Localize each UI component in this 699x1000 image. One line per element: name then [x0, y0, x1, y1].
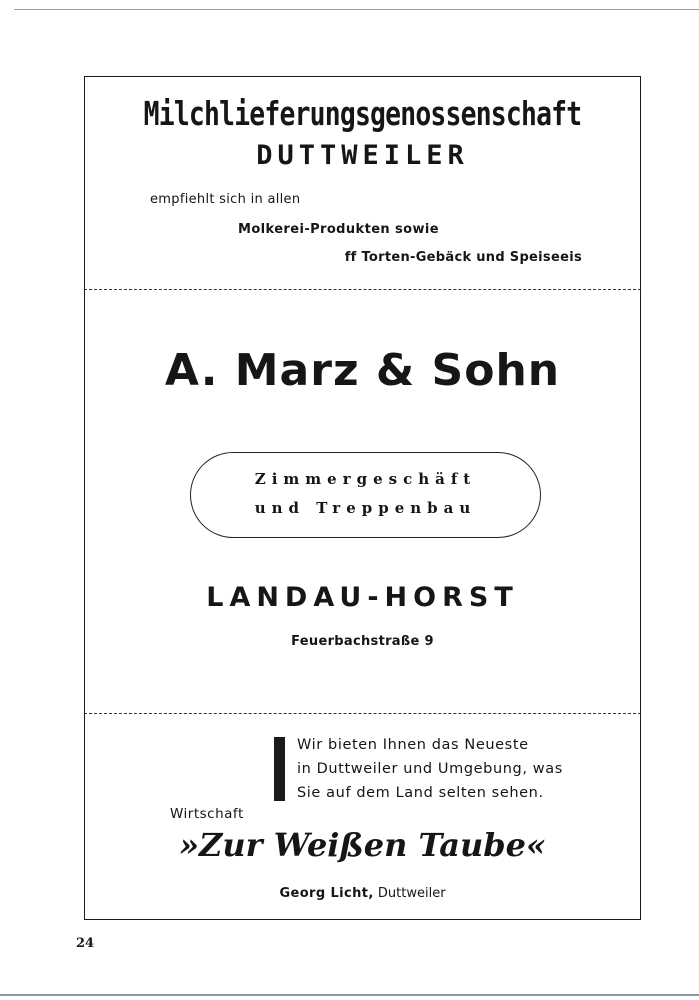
trade-line-1: Zimmergeschäft [254, 470, 477, 488]
carpentry-city: LANDAU-HORST [206, 582, 519, 613]
inn-text-line-2: in Duttweiler und Umgebung, was [297, 761, 563, 777]
decorative-black-bar [274, 737, 285, 801]
top-page-rule [14, 9, 699, 10]
trade-line-2: und Treppenbau [254, 499, 477, 517]
inn-owner-name: Georg Licht, [279, 886, 374, 901]
dairy-products-line-2: ff Torten-Gebäck und Speiseeis [344, 250, 582, 265]
trade-rounded-box [190, 452, 541, 538]
inn-text-line-3: Sie auf dem Land selten sehen. [297, 785, 544, 801]
dairy-cooperative-title: Milchlieferungsgenossenschaft [143, 94, 582, 133]
dairy-products-line-1: Molkerei-Produkten sowie [238, 222, 439, 237]
bottom-page-edge [0, 994, 699, 996]
dairy-intro-text: empfiehlt sich in allen [150, 192, 301, 207]
dairy-cooperative-town: DUTTWEILER [256, 140, 469, 171]
inn-text-line-1: Wir bieten Ihnen das Neueste [297, 737, 529, 753]
carpentry-street-address: Feuerbachstraße 9 [291, 634, 434, 649]
page-number: 24 [76, 936, 95, 951]
inn-owner [84, 886, 641, 901]
inn-owner-place: Duttweiler [377, 886, 446, 901]
inn-label: Wirtschaft [170, 806, 244, 822]
carpentry-company-name: A. Marz & Sohn [164, 345, 561, 396]
inn-name: »Zur Weißen Taube« [178, 826, 547, 864]
section-divider-2 [84, 713, 641, 714]
section-divider-1 [84, 289, 641, 290]
